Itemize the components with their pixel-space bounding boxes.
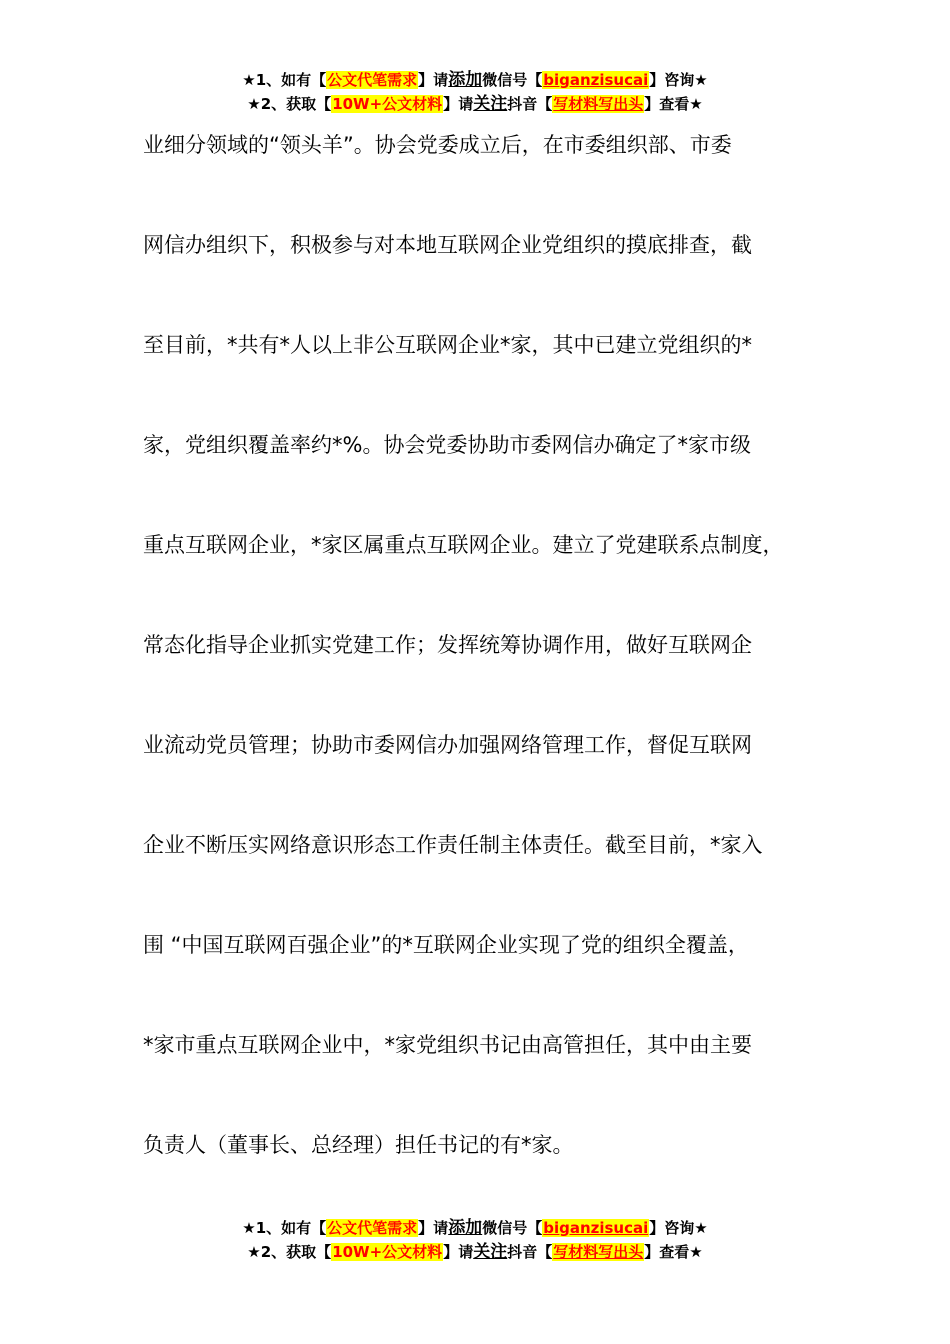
highlight-douyin-account: 写材料写出头: [553, 95, 644, 113]
footer-banner-line-1: [0, 1216, 950, 1240]
highlight-service: 公文代笔需求: [327, 1219, 418, 1237]
body-line: 家，党组织覆盖率约*%。协会党委协助市委网信办确定了*家市级: [143, 433, 751, 457]
body-line: 业流动党员管理；协助市委网信办加强网络管理工作，督促互联网: [143, 733, 752, 757]
banner-text: 抖音【: [507, 95, 553, 113]
banner-text: ★1、如有【: [242, 1219, 327, 1237]
footer-banner: [0, 1216, 950, 1264]
footer-banner-line-2: [0, 1240, 950, 1264]
highlight-materials: 10W+公文材料: [332, 95, 443, 113]
banner-text: 】请: [443, 1243, 474, 1261]
body-line: 网信办组织下，积极参与对本地互联网企业党组织的摸底排查，截: [143, 233, 752, 257]
banner-text: ★2、获取【: [247, 1243, 332, 1261]
body-line: 至目前，*共有*人以上非公互联网企业*家，其中已建立党组织的*: [143, 333, 752, 357]
body-line: 企业不断压实网络意识形态工作责任制主体责任。截至目前，*家入: [143, 833, 763, 857]
banner-text: 】请: [418, 1219, 449, 1237]
emphasis-text: 关注: [473, 94, 508, 114]
highlight-douyin-account: 写材料写出头: [553, 1243, 644, 1261]
banner-text: 】请: [443, 95, 474, 113]
banner-text: 微信号【: [482, 71, 543, 89]
highlight-service: 公文代笔需求: [327, 71, 418, 89]
highlight-materials: 10W+公文材料: [332, 1243, 443, 1261]
body-line: 负责人（董事长、总经理）担任书记的有*家。: [143, 1133, 574, 1157]
body-line: *家市重点互联网企业中，*家党组织书记由高管担任，其中由主要: [143, 1033, 752, 1057]
highlight-wechat-id: biganzisucai: [543, 1219, 649, 1237]
header-banner: [0, 68, 950, 116]
emphasis-text: 添加: [448, 1218, 483, 1238]
document-body: [143, 128, 843, 1228]
header-banner-line-2: [0, 92, 950, 116]
highlight-wechat-id: biganzisucai: [543, 71, 649, 89]
body-line: 业细分领域的“领头羊”。协会党委成立后，在市委组织部、市委: [143, 133, 732, 157]
banner-text: 】咨询★: [649, 1219, 708, 1237]
banner-text: 】请: [418, 71, 449, 89]
body-line: 围 “中国互联网百强企业”的*互联网企业实现了党的组织全覆盖，: [143, 933, 749, 957]
banner-text: 】咨询★: [649, 71, 708, 89]
banner-text: 】查看★: [644, 95, 703, 113]
emphasis-text: 添加: [448, 70, 483, 90]
banner-text: 】查看★: [644, 1243, 703, 1261]
banner-text: ★1、如有【: [242, 71, 327, 89]
emphasis-text: 关注: [473, 1242, 508, 1262]
banner-text: 微信号【: [482, 1219, 543, 1237]
header-banner-line-1: [0, 68, 950, 92]
body-line: 常态化指导企业抓实党建工作；发挥统筹协调作用，做好互联网企: [143, 633, 752, 657]
banner-text: 抖音【: [507, 1243, 553, 1261]
banner-text: ★2、获取【: [247, 95, 332, 113]
body-line: 重点互联网企业，*家区属重点互联网企业。建立了党建联系点制度，: [143, 533, 784, 557]
